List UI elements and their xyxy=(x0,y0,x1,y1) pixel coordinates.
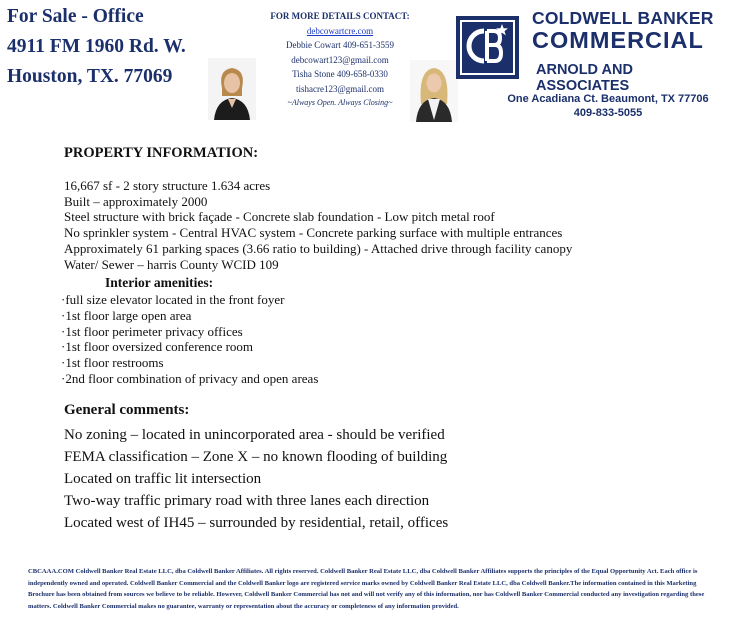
agent1-email: debcowart123@gmail.com xyxy=(291,54,389,65)
city-state-zip: Houston, TX. 77069 xyxy=(7,66,173,87)
general-comments-heading: General comments: xyxy=(64,402,190,418)
brand-name-block xyxy=(532,8,714,94)
agent2-email: tishacre123@gmail.com xyxy=(295,83,384,94)
comment-item: Located west of IH45 – surrounded by residential, retail, offices xyxy=(64,515,449,531)
property-facts-list xyxy=(64,178,572,272)
comment-item: No zoning – located in unincorporated area - should be verified xyxy=(64,427,445,443)
brand-line-1: COLDWELL BANKER xyxy=(532,8,714,28)
brand-line-2: COMMERCIAL xyxy=(532,27,704,53)
brand-address: One Acadiana Ct. Beaumont, TX 77706 xyxy=(507,93,709,105)
amenity-item: ·1st floor large open area xyxy=(61,307,192,323)
legal-disclaimer: CBCAAA.COM Coldwell Banker Real Estate LLC, dba Coldwell Banker Affiliates. All rights reserved. Coldwell Banker Real Estate LLC, dba Coldwell Banker Affiliates supports the principles of the Equal Opportunity Act. Each office is independently owned and operated. Coldwell Banker Commercial and the Coldwell Banker logo are registered service marks owned by Coldwell Banker Real Estate LLC, dba Coldwell Banker.The information contained in this Marketing Brochure has been obtained from sources we believe to be reliable. However, Coldwell Banker Commercial has not and will not verify any of this information, nor has Coldwell Banker Commercial conducted any investigation regarding these matters. Coldwell Banker Commercial makes no guarantee, warranty or representation about the accuracy or completeness of any information provided. xyxy=(28,568,705,610)
property-info-heading: PROPERTY INFORMATION: xyxy=(64,145,259,161)
property-address-block xyxy=(7,2,186,92)
general-comments-list xyxy=(64,424,448,534)
website-link[interactable]: debcowartcre.com xyxy=(306,25,374,36)
fact-line: Water/ Sewer – harris County WCID 109 xyxy=(64,256,279,272)
agent2-contact: Tisha Stone 409-658-0330 xyxy=(292,69,388,79)
fact-line: Built – approximately 2000 xyxy=(64,193,208,209)
agent1-contact: Debbie Cowart 409-651-3559 xyxy=(286,40,394,50)
amenity-item: ·full size elevator located in the front foyer xyxy=(61,292,285,307)
fact-line: Steel structure with brick façade - Concrete slab foundation - Low pitch metal roof xyxy=(64,209,495,225)
coldwell-banker-logo xyxy=(456,16,519,79)
contact-heading: FOR MORE DETAILS CONTACT: xyxy=(270,11,410,21)
comment-item: FEMA classification – Zone X – no known flooding of building xyxy=(64,449,448,465)
cb-logo-icon xyxy=(456,16,519,79)
interior-amenities-list xyxy=(61,292,318,387)
fact-line: 16,667 sf - 2 story structure 1.634 acres xyxy=(64,178,271,193)
brand-line-4: ASSOCIATES xyxy=(536,78,630,94)
street-address: 4911 FM 1960 Rd. W. xyxy=(7,36,186,57)
fact-line: No sprinkler system - Central HVAC system - Concrete parking surface with multiple entrances xyxy=(64,225,563,241)
fact-line: Approximately 61 parking spaces (3.66 ratio to building) - Attached drive through facility canopy xyxy=(64,240,573,256)
amenity-item: ·1st floor oversized conference room xyxy=(61,339,254,355)
contact-info-block xyxy=(240,9,440,111)
brand-line-3: ARNOLD AND xyxy=(536,62,633,78)
listing-type-heading: For Sale - Office xyxy=(7,6,144,27)
slogan: ~Always Open. Always Closing~ xyxy=(287,98,393,107)
comment-item: Located on traffic lit intersection xyxy=(64,471,262,487)
amenity-item: ·2nd floor combination of privacy and open areas xyxy=(61,370,319,386)
amenity-item: ·1st floor restrooms xyxy=(61,355,164,371)
interior-amenities-heading: Interior amenities: xyxy=(105,275,214,290)
comment-item: Two-way traffic primary road with three lanes each direction xyxy=(64,493,430,509)
brand-phone: 409-833-5055 xyxy=(573,107,643,119)
brand-address-block xyxy=(494,92,722,120)
amenity-item: ·1st floor perimeter privacy offices xyxy=(61,323,243,339)
